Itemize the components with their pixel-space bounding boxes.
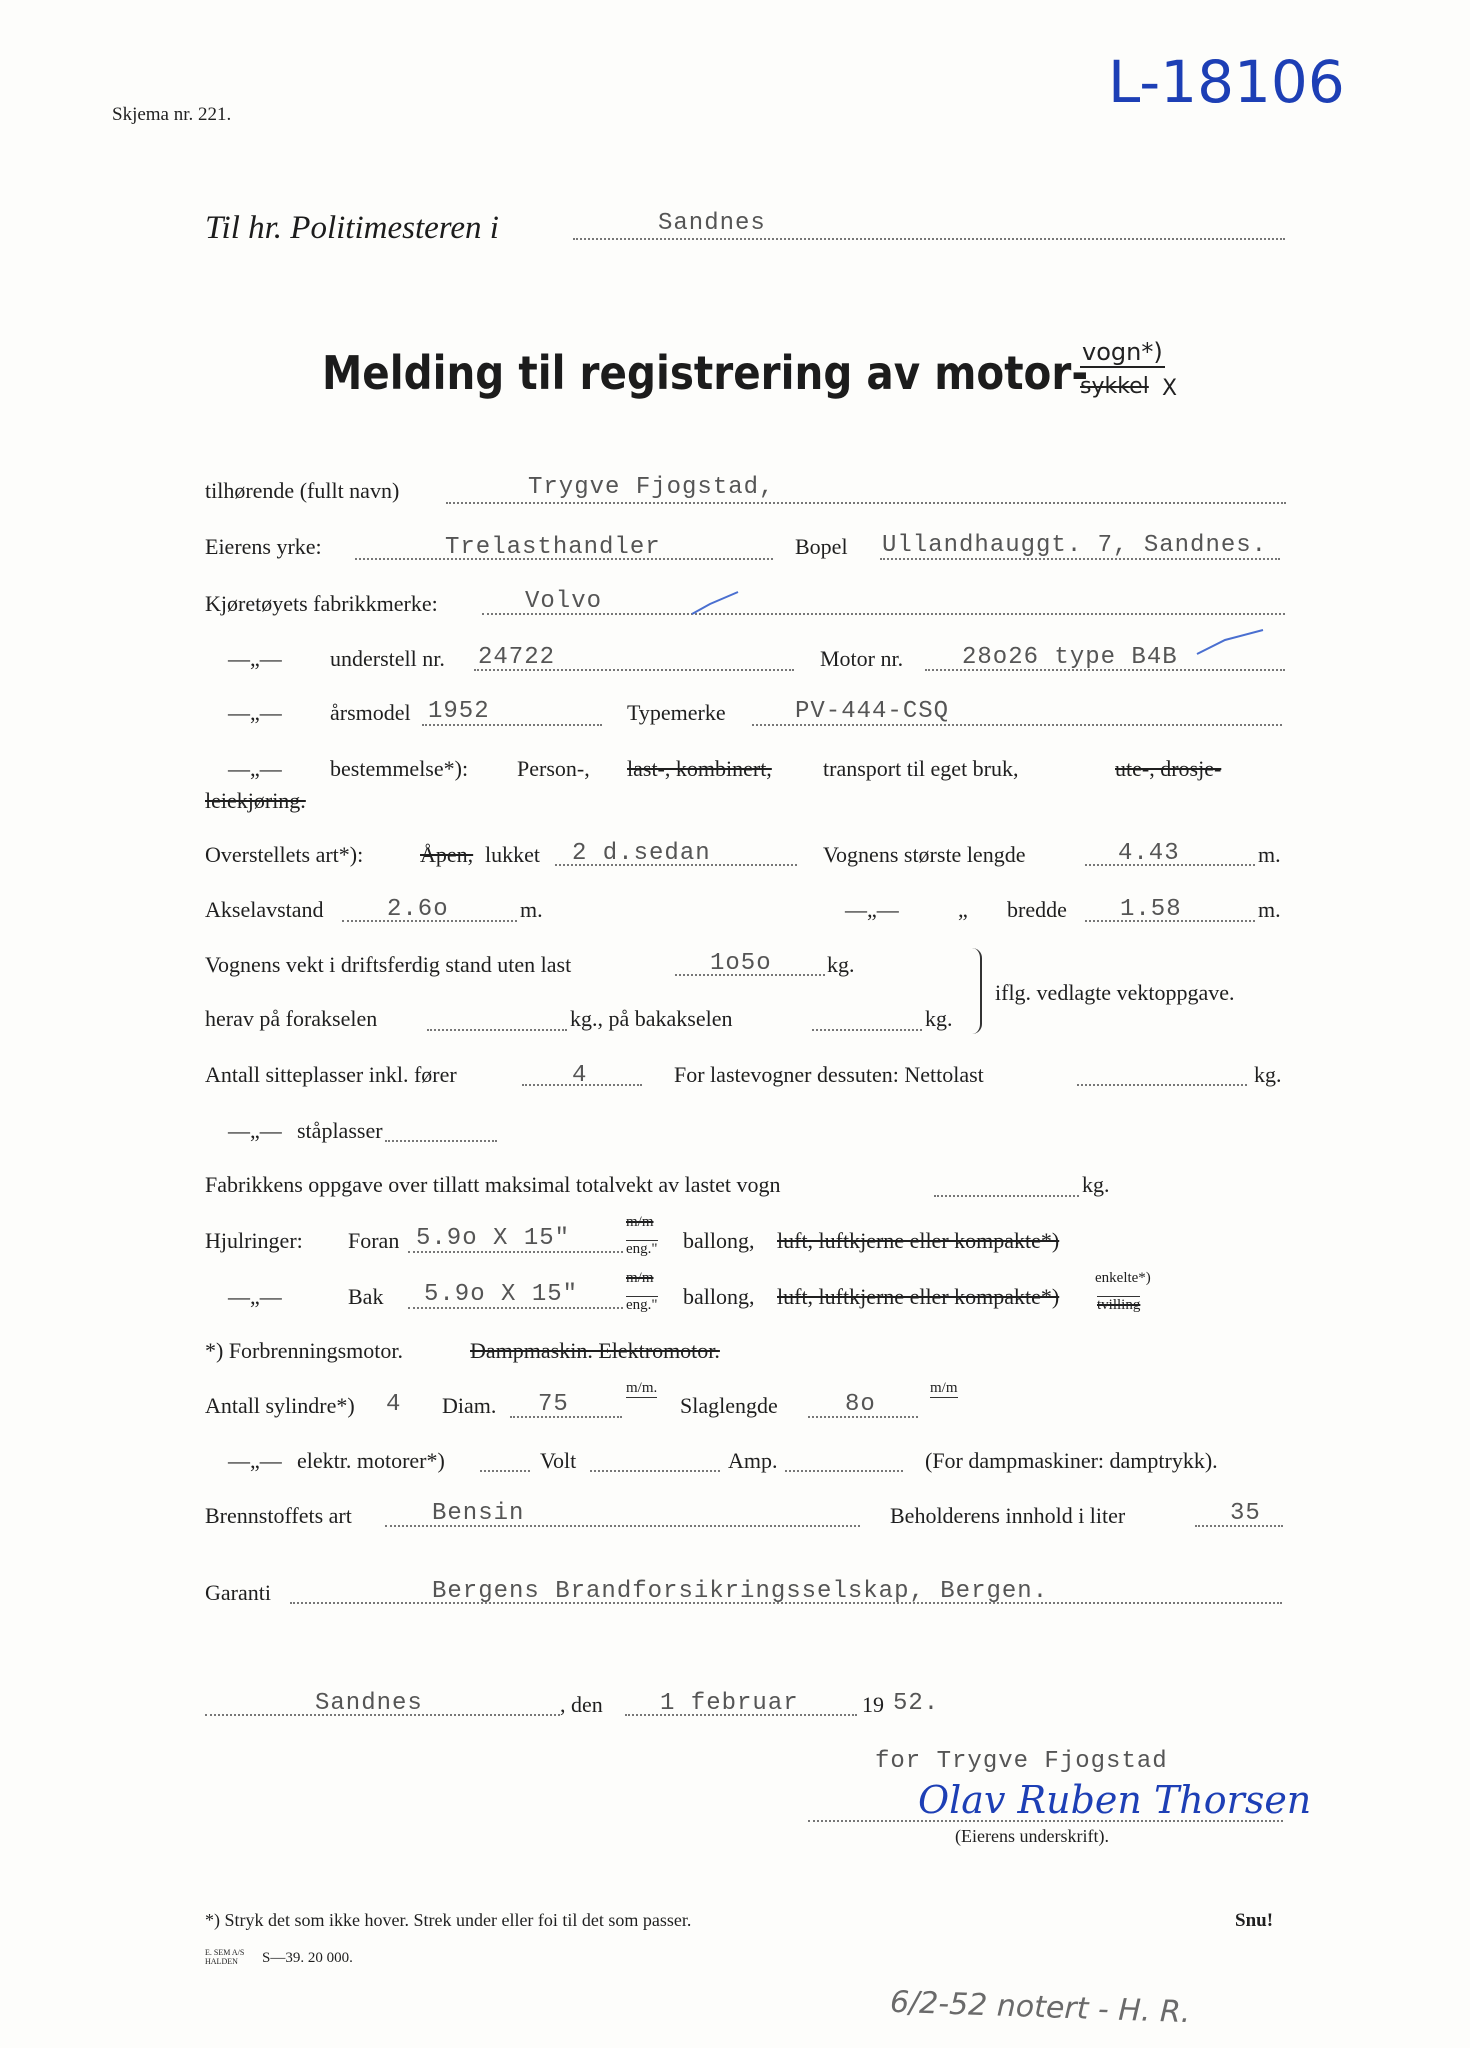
wheelbase-label: Akselavstand xyxy=(205,897,324,922)
front-tire-struck: luft, luftkjerne eller kompakte*) xyxy=(777,1228,1060,1253)
front-axle-line xyxy=(427,1029,567,1031)
weight-label: Vognens vekt i driftsferdig stand uten last xyxy=(205,952,572,977)
check-mark-icon xyxy=(690,590,740,620)
weight-value: 1o5o xyxy=(710,950,772,977)
front-balloon: ballong, xyxy=(683,1228,755,1253)
weight-brace xyxy=(970,948,982,1034)
volt-line xyxy=(590,1470,720,1472)
rear-tire-value: 5.9o X 15" xyxy=(424,1281,579,1308)
signing-date: 1 februar xyxy=(660,1690,799,1717)
cargo-line xyxy=(1077,1084,1247,1086)
cylinders-label: Antall sylindre*) xyxy=(205,1393,355,1418)
form-title: Melding til registrering av motor- xyxy=(322,346,1089,400)
ditto-electric: —„— xyxy=(228,1448,282,1473)
front-unit-eng: eng." xyxy=(626,1241,658,1257)
fuel-value: Bensin xyxy=(432,1500,525,1527)
weight-unit: kg. xyxy=(827,952,855,977)
address-label: Bopel xyxy=(795,534,848,559)
max-weight-unit: kg. xyxy=(1082,1172,1110,1197)
stroke-unit: m/m xyxy=(930,1380,958,1396)
signing-for: for Trygve Fjogstad xyxy=(875,1748,1168,1775)
body-value: 2 d.sedan xyxy=(572,840,711,867)
length-unit: m. xyxy=(1258,842,1281,867)
rear-tire-struck: luft, luftkjerne eller kompakte*) xyxy=(777,1284,1060,1309)
footer-printer: E. SEM A/S HALDEN xyxy=(205,1948,245,1966)
length-value: 4.43 xyxy=(1118,840,1180,867)
rear-axle-line xyxy=(812,1029,922,1031)
recipient-value: Sandnes xyxy=(658,210,766,237)
ditto-rear: —„— xyxy=(228,1284,282,1309)
front-axle-label: herav på forakselen xyxy=(205,1006,378,1031)
ditto-width: —„— xyxy=(845,897,899,922)
width-unit: m. xyxy=(1258,897,1281,922)
standing-label: ståplasser xyxy=(297,1118,383,1143)
year-label: årsmodel xyxy=(330,700,411,725)
purpose-person: Person-, xyxy=(517,756,590,781)
steam-label: (For dampmaskiner: damptrykk). xyxy=(925,1448,1218,1473)
weight-note: iflg. vedlagte vektoppgave. xyxy=(995,980,1235,1005)
standing-line xyxy=(385,1140,497,1142)
wheelbase-value: 2.6o xyxy=(387,896,449,923)
engine-label: *) Forbrenningsmotor. xyxy=(205,1338,403,1363)
footer-turn: Snu! xyxy=(1235,1910,1274,1931)
width-quote: „ xyxy=(958,897,968,922)
body-label: Overstellets art*): xyxy=(205,842,364,867)
handwritten-note: 6/2-52 notert - H. R. xyxy=(889,1984,1191,2031)
electric-label: elektr. motorer*) xyxy=(297,1448,445,1473)
type-value: PV-444-CSQ xyxy=(795,698,950,725)
rear-axle-unit: kg. xyxy=(925,1006,953,1031)
seats-label: Antall sitteplasser inkl. fører xyxy=(205,1062,457,1087)
archive-number: L-18106 xyxy=(1108,48,1345,116)
owner-label: tilhørende (fullt navn) xyxy=(205,478,400,503)
purpose-label: bestemmelse*): xyxy=(330,756,469,781)
occupation-value: Trelasthandler xyxy=(445,534,661,561)
owner-value: Trygve Fjogstad, xyxy=(528,474,775,501)
diam-label: Diam. xyxy=(442,1393,497,1418)
engine-struck: Dampmaskin. Elektromotor. xyxy=(470,1338,720,1363)
seats-value: 4 xyxy=(572,1062,588,1089)
title-option-vogn: vogn*) xyxy=(1082,338,1163,366)
guarantee-label: Garanti xyxy=(205,1580,271,1605)
signing-year-prefix: 19 xyxy=(862,1692,884,1717)
cargo-label: For lastevogner dessuten: Nettolast xyxy=(674,1062,984,1087)
front-unit-mm-struck: m/m xyxy=(626,1214,654,1230)
signature-line xyxy=(808,1820,1283,1822)
owner-signature: Olav Ruben Thorsen xyxy=(918,1778,1312,1822)
stroke-value: 8o xyxy=(845,1391,876,1418)
stroke-label: Slaglengde xyxy=(680,1393,778,1418)
purpose-struck-hire: leiekjøring. xyxy=(205,788,306,813)
fuel-label: Brennstoffets art xyxy=(205,1503,352,1528)
rear-axle-label: kg., på bakakselen xyxy=(570,1006,733,1031)
footer-note: *) Stryk det som ikke hover. Strek under eller foi til det som passer. xyxy=(205,1910,692,1930)
cargo-unit: kg. xyxy=(1254,1062,1282,1087)
motor-value: 28o26 type B4B xyxy=(962,644,1178,671)
signing-den: , den xyxy=(560,1692,603,1717)
max-weight-line xyxy=(934,1195,1079,1197)
footer-print-run: S—39. 20 000. xyxy=(262,1950,353,1966)
make-label: Kjøretøyets fabrikkmerke: xyxy=(205,591,438,616)
body-open-struck: Åpen, xyxy=(420,842,474,867)
occupation-label: Eierens yrke: xyxy=(205,534,322,559)
purpose-struck-taxi: ute-, drosje- xyxy=(1115,756,1222,781)
diam-unit: m/m. xyxy=(626,1380,658,1396)
tank-label: Beholderens innhold i liter xyxy=(890,1503,1126,1528)
form-number: Skjema nr. 221. xyxy=(112,104,232,125)
guarantee-value: Bergens Brandforsikringsselskap, Bergen. xyxy=(432,1578,1049,1605)
tank-value: 35 xyxy=(1230,1500,1261,1527)
cylinders-value: 4 xyxy=(386,1391,402,1418)
owner-line xyxy=(446,502,1286,504)
tires-label: Hjulringer: xyxy=(205,1228,303,1253)
signature-label: (Eierens underskrift). xyxy=(955,1826,1109,1846)
front-label: Foran xyxy=(348,1228,400,1253)
amp-line xyxy=(785,1470,903,1472)
single-label: enkelte*) xyxy=(1095,1270,1151,1286)
body-closed: lukket xyxy=(485,842,540,867)
purpose-transport: transport til eget bruk, xyxy=(823,756,1019,781)
signing-year-suffix: 52. xyxy=(893,1690,940,1717)
motor-label: Motor nr. xyxy=(820,646,904,671)
address-value: Ullandhauggt. 7, Sandnes. xyxy=(882,532,1268,559)
ditto-year: —„— xyxy=(228,700,282,725)
type-label: Typemerke xyxy=(627,700,726,725)
rear-unit-mm-struck: m/m xyxy=(626,1270,654,1286)
purpose-struck-cargo: last-, kombinert, xyxy=(627,756,772,781)
recipient-label: Til hr. Politimesteren i xyxy=(205,210,499,246)
check-mark-icon xyxy=(1195,628,1265,658)
ditto-purpose: —„— xyxy=(228,756,282,781)
make-value: Volvo xyxy=(525,588,603,615)
chassis-label: understell nr. xyxy=(330,646,445,671)
ditto-chassis: —„— xyxy=(228,646,282,671)
volt-label: Volt xyxy=(540,1448,577,1473)
ditto-standing: —„— xyxy=(228,1118,282,1143)
rear-label: Bak xyxy=(348,1284,384,1309)
width-value: 1.58 xyxy=(1120,896,1182,923)
year-value: 1952 xyxy=(428,698,490,725)
rear-unit-eng: eng." xyxy=(626,1297,658,1313)
diam-value: 75 xyxy=(538,1391,569,1418)
rear-balloon: ballong, xyxy=(683,1284,755,1309)
recipient-line xyxy=(573,238,1285,240)
signing-place: Sandnes xyxy=(315,1690,423,1717)
title-option-strike: X xyxy=(1162,376,1178,401)
chassis-value: 24722 xyxy=(478,644,556,671)
make-line xyxy=(482,613,1285,615)
title-option-sykkel: sykkel xyxy=(1080,374,1149,399)
front-tire-value: 5.9o X 15" xyxy=(416,1225,571,1252)
max-weight-label: Fabrikkens oppgave over tillatt maksimal totalvekt av lastet vogn xyxy=(205,1172,781,1197)
amp-label: Amp. xyxy=(728,1448,778,1473)
wheelbase-unit: m. xyxy=(520,897,543,922)
twin-label: tvilling xyxy=(1097,1297,1141,1313)
width-label: bredde xyxy=(1007,897,1067,922)
length-label: Vognens største lengde xyxy=(823,842,1026,867)
electric-line xyxy=(480,1470,530,1472)
